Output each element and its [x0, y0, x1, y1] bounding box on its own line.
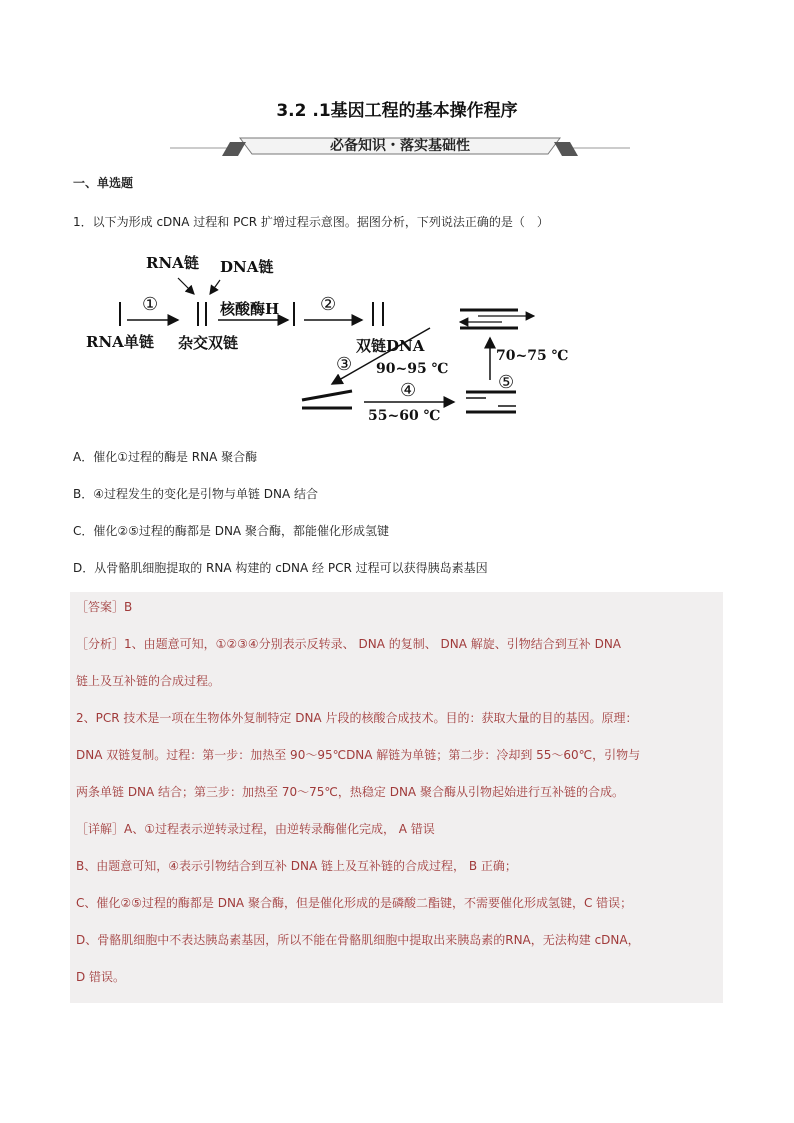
dna-chain-pointer	[210, 280, 220, 294]
option-a: A．催化①过程的酶是 RNA 聚合酶	[73, 450, 258, 464]
step3-label: ③	[336, 354, 353, 375]
section-heading: 一、单选题	[73, 176, 134, 190]
answer-panel	[70, 592, 723, 1003]
nuclease-label: 核酸酶H	[220, 300, 280, 318]
analysis-line: DNA 双链复制。过程：第一步：加热至 90～95℃DNA 解链为单链；第二步：冷却到 55～60℃，引物与	[76, 748, 641, 762]
rna-single-label: RNA单链	[86, 333, 154, 351]
temp2-label: 55~60 ℃	[368, 408, 441, 424]
page-title: 3.2 .1基因工程的基本操作程序	[276, 101, 518, 121]
detail-line: D、骨骼肌细胞中不表达胰岛素基因，所以不能在骨骼肌细胞中提取出来胰岛素的RNA，无法构建 cDNA，	[76, 933, 640, 947]
analysis-line: 2、PCR 技术是一项在生物体外复制特定 DNA 片段的核酸合成技术。目的：获取大量的目的基因。原理：	[76, 711, 638, 725]
answer-line: ［答案］B	[76, 600, 133, 614]
temp1-label: 90~95 ℃	[376, 361, 449, 377]
detail-line: D 错误。	[76, 970, 126, 984]
step4-label: ④	[400, 380, 417, 401]
option-b: B．④过程发生的变化是引物与单链 DNA 结合	[73, 487, 319, 501]
banner-label: 必备知识・落实基础性	[330, 138, 470, 154]
detail-line: ［详解］A、①过程表示逆转录过程，由逆转录酶催化完成， A 错误	[76, 822, 435, 836]
double-dna-label: 双链DNA	[356, 337, 425, 355]
temp3-label: 70~75 ℃	[496, 348, 569, 364]
detail-line: B、由题意可知，④表示引物结合到互补 DNA 链上及互补链的合成过程， B 正确；	[76, 859, 517, 873]
detail-line: C、催化②⑤过程的酶都是 DNA 聚合酶，但是催化形成的是磷酸二酯键，不需要催化形成氢键，C 错误；	[76, 896, 633, 910]
hybrid-label: 杂交双链	[178, 334, 239, 352]
cdna-pcr-diagram	[70, 240, 590, 430]
separated-strand-top	[302, 391, 352, 400]
rna-chain-pointer	[178, 278, 194, 294]
option-d: D．从骨骼肌细胞提取的 RNA 构建的 cDNA 经 PCR 过程可以获得胰岛素基因	[73, 561, 488, 575]
option-c: C．催化②⑤过程的酶都是 DNA 聚合酶，都能催化形成氢键	[73, 524, 389, 538]
step5-label: ⑤	[498, 372, 515, 393]
analysis-line: ［分析］1、由题意可知，①②③④分别表示反转录、 DNA 的复制、 DNA 解旋、引物结合到互补 DNA	[76, 637, 622, 651]
step2-label: ②	[320, 294, 337, 315]
step1-label: ①	[142, 294, 159, 315]
question-stem: 1．以下为形成 cDNA 过程和 PCR 扩增过程示意图。据图分析，下列说法正确的是（ ）	[73, 215, 549, 229]
rna-chain-label: RNA链	[146, 254, 199, 272]
dna-chain-label: DNA链	[220, 258, 274, 276]
section-banner	[170, 132, 630, 160]
analysis-line: 两条单链 DNA 结合；第三步：加热至 70～75℃，热稳定 DNA 聚合酶从引物起始进行互补链的合成。	[76, 785, 624, 799]
analysis-line: 链上及互补链的合成过程。	[76, 674, 221, 688]
